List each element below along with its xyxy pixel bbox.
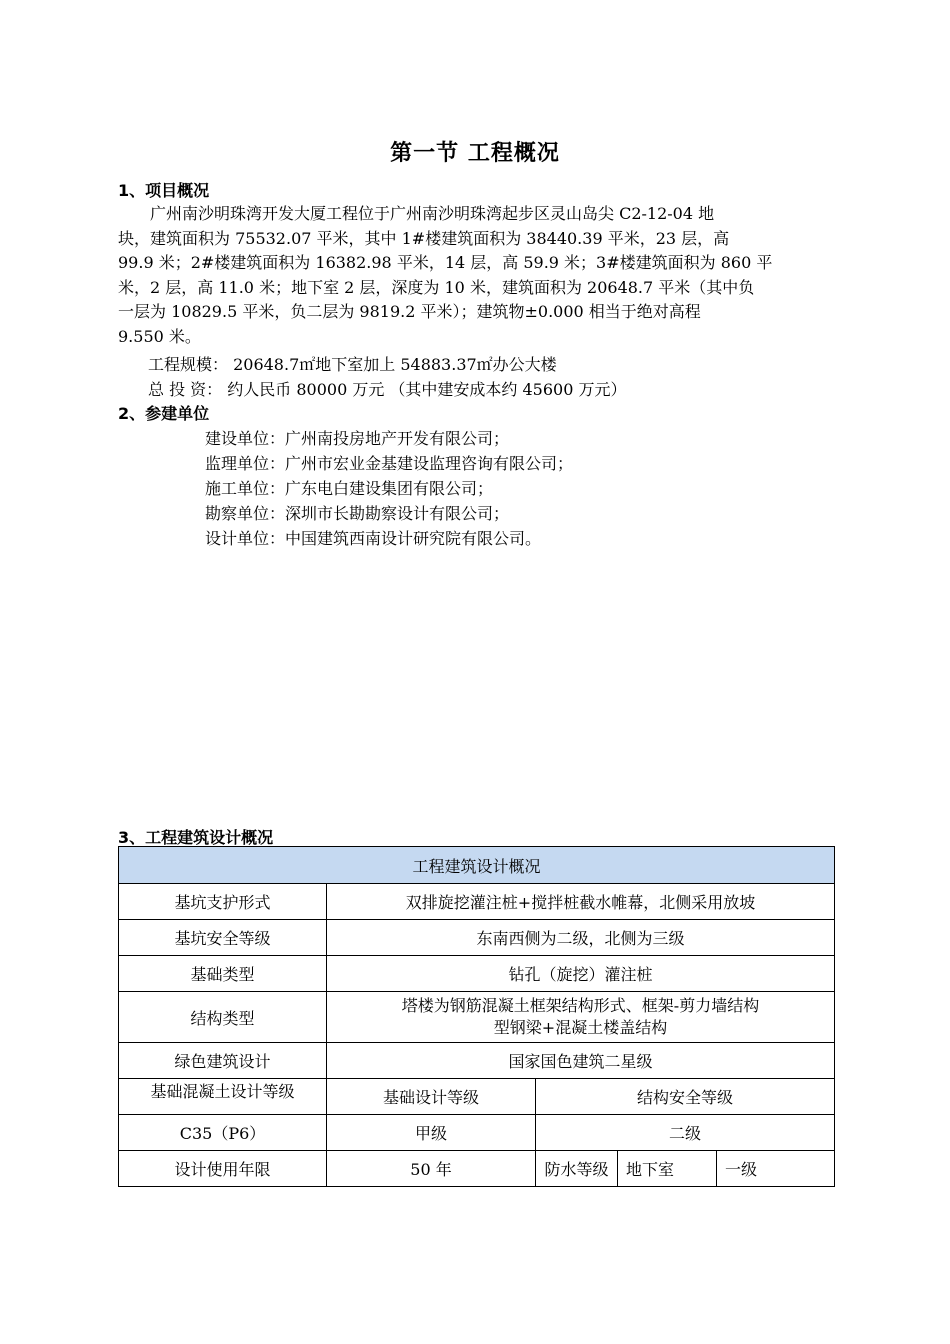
description-line: 99.9 米；2#楼建筑面积为 16382.98 平米，14 层，高 59.9 米；3#楼建筑面积为 860 平 xyxy=(118,253,773,272)
grade-value-structure: 二级 xyxy=(536,1115,835,1151)
grade-value-concrete: C35（P6） xyxy=(119,1115,327,1151)
grade-header-structure: 结构安全等级 xyxy=(536,1079,835,1115)
row-value xyxy=(327,992,835,1043)
participant-survey: 勘察单位：深圳市长勘勘察设计有限公司； xyxy=(205,504,510,523)
table-row xyxy=(119,992,835,1043)
description-line: 一层为 10829.5 平米，负二层为 9819.2 平米）；建筑物±0.000 相当于绝对高程 xyxy=(118,302,701,321)
section-heading-design: 3、工程建筑设计概况 xyxy=(118,828,274,847)
project-investment: 总 投 资： 约人民币 80000 万元 （其中建安成本约 45600 万元） xyxy=(148,380,627,399)
row-value-line: 塔楼为钢筋混凝土框架结构形式、框架-剪力墙结构 xyxy=(401,996,760,1015)
grade-header-foundation: 基础设计等级 xyxy=(327,1079,536,1115)
section-heading-project: 1、项目概况 xyxy=(118,181,210,200)
table-row xyxy=(119,956,835,992)
design-overview-table xyxy=(118,846,835,1187)
grade-header-concrete xyxy=(119,1079,327,1115)
page-title: 第一节 工程概况 xyxy=(390,141,560,166)
row-value-line: 型钢梁+混凝土楼盖结构 xyxy=(493,1018,668,1037)
description-line: 米，2 层，高 11.0 米；地下室 2 层，深度为 10 米，建筑面积为 20648.7 平米（其中负 xyxy=(118,277,755,297)
participant-contractor: 施工单位：广东电白建设集团有限公司； xyxy=(205,479,494,498)
description-line: 广州南沙明珠湾开发大厦工程位于广州南沙明珠湾起步区灵山岛尖 C2-12-04 地 xyxy=(118,204,715,223)
row-label: 基础类型 xyxy=(119,956,327,992)
row-value: 双排旋挖灌注桩+搅拌桩截水帷幕，北侧采用放坡 xyxy=(327,884,835,920)
section-heading-participants: 2、参建单位 xyxy=(118,404,210,423)
participant-designer: 设计单位：中国建筑西南设计研究院有限公司。 xyxy=(205,529,542,548)
description-line: 9.550 米。 xyxy=(118,326,201,346)
row-value: 钻孔（旋挖）灌注桩 xyxy=(327,956,835,992)
grade-header-row xyxy=(119,1079,835,1115)
waterproof-label: 防水等级 xyxy=(536,1151,618,1187)
grade-value-row xyxy=(119,1115,835,1151)
table-row xyxy=(119,1043,835,1079)
project-description xyxy=(118,202,832,349)
row-value: 东南西侧为二级，北侧为三级 xyxy=(327,920,835,956)
project-scale: 工程规模： 20648.7㎡地下室加上 54883.37㎡办公大楼 xyxy=(148,355,557,374)
grade-value-foundation: 甲级 xyxy=(327,1115,536,1151)
participant-owner: 建设单位：广州南投房地产开发有限公司； xyxy=(205,429,510,448)
table-header: 工程建筑设计概况 xyxy=(119,847,835,884)
row-label: 基坑支护形式 xyxy=(119,884,327,920)
row-value: 国家国色建筑二星级 xyxy=(327,1043,835,1079)
participant-supervisor: 监理单位：广州市宏业金基建设监理咨询有限公司； xyxy=(205,454,574,473)
service-life-value: 50 年 xyxy=(327,1151,536,1187)
table-row xyxy=(119,884,835,920)
table-header-row xyxy=(119,847,835,884)
description-line: 块，建筑面积为 75532.07 平米，其中 1#楼建筑面积为 38440.39 平米，23 层，高 xyxy=(118,228,730,248)
service-life-row xyxy=(119,1151,835,1187)
row-label: 基坑安全等级 xyxy=(119,920,327,956)
service-life-label: 设计使用年限 xyxy=(119,1151,327,1187)
waterproof-grade: 一级 xyxy=(717,1151,835,1187)
table-row xyxy=(119,920,835,956)
row-label: 结构类型 xyxy=(119,992,327,1043)
row-label: 绿色建筑设计 xyxy=(119,1043,327,1079)
waterproof-location: 地下室 xyxy=(618,1151,717,1187)
grade-header-concrete-text: 基础混凝土设计等级 xyxy=(150,1081,295,1101)
